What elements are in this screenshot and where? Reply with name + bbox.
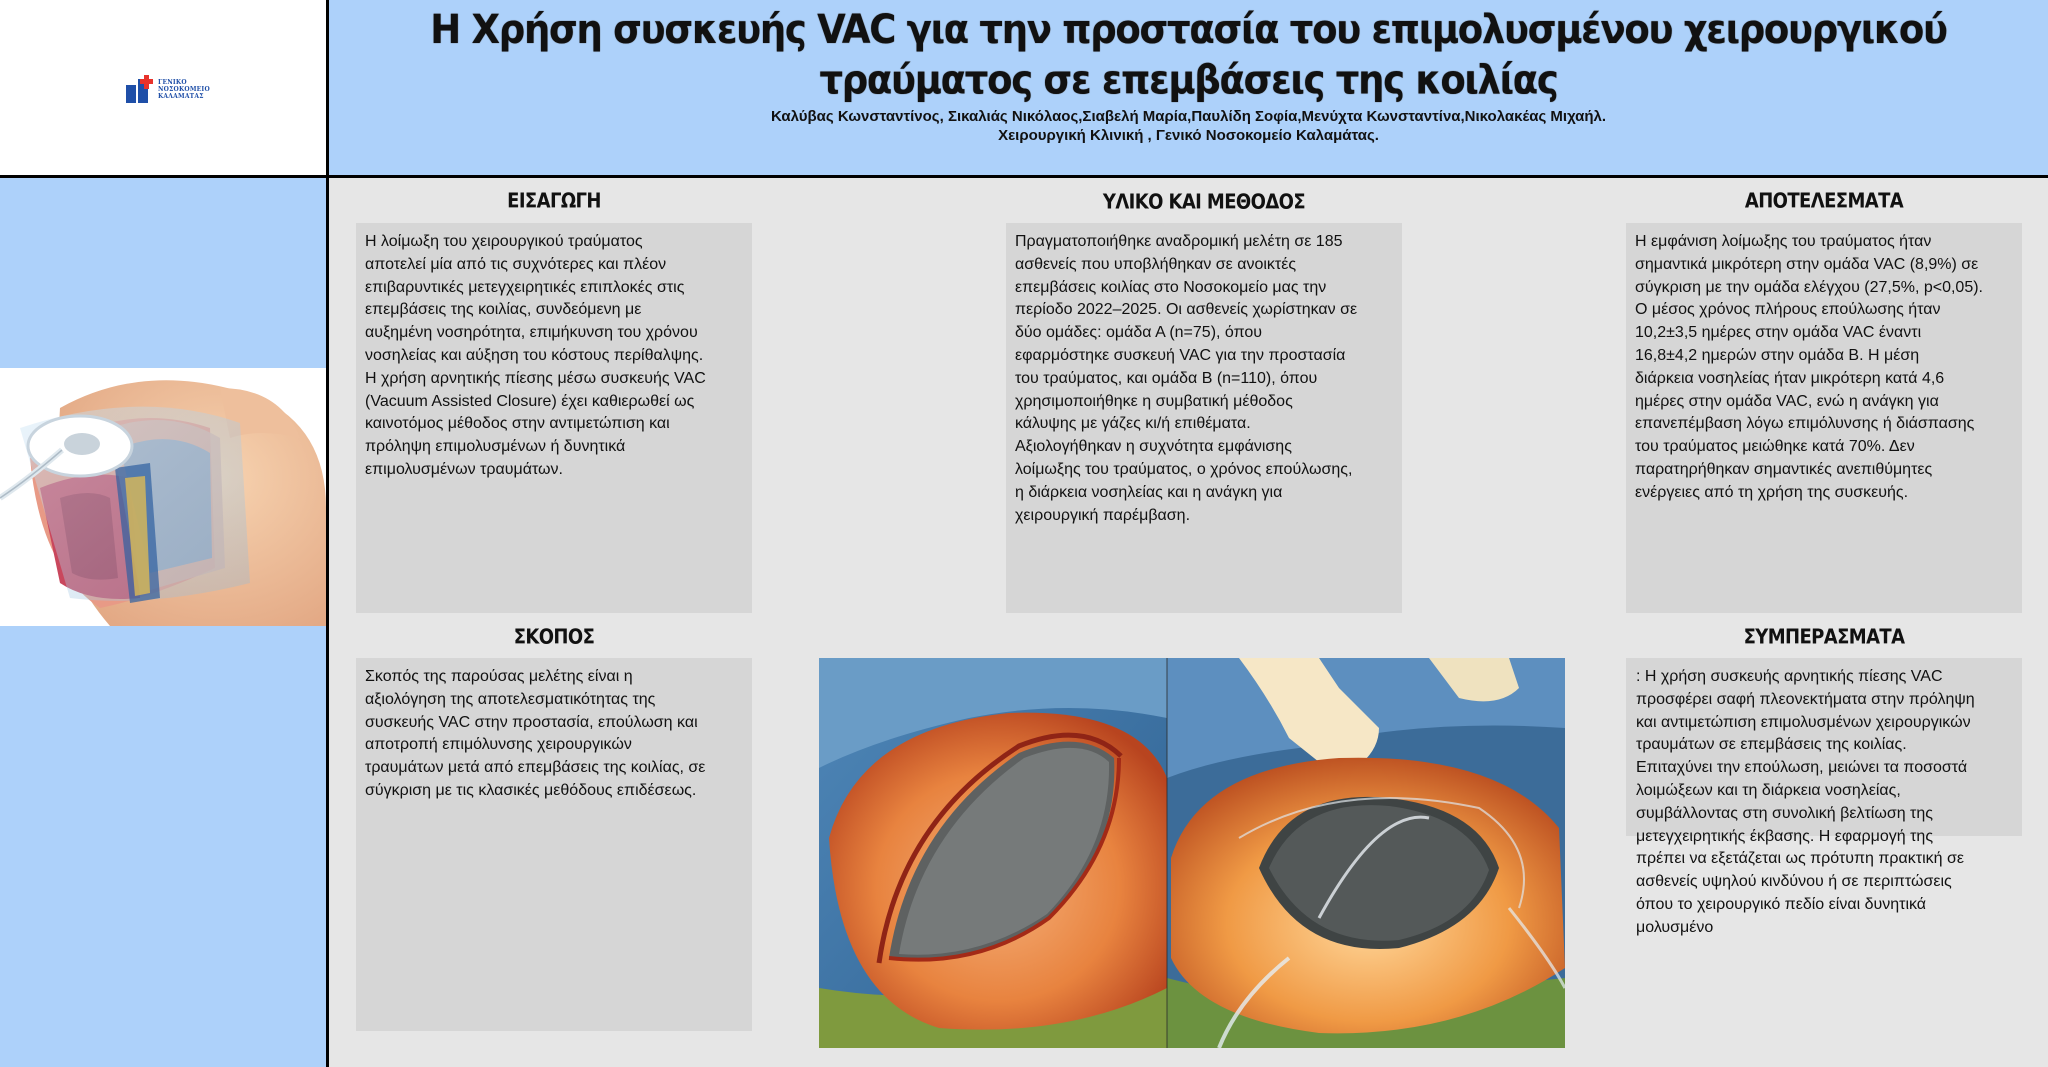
text-line: αυξημένη νοσηρότητα, επιμήκυνση του χρόνου xyxy=(365,324,698,342)
text-line: προσφέρει σαφή πλεονεκτήματα στην πρόληψη xyxy=(1636,690,1975,708)
aim-heading: ΣΚΟΠΟΣ xyxy=(513,625,595,650)
text-line: διάρκεια νοσηλείας ήταν μικρότερη κατά 4,6 xyxy=(1635,369,1945,387)
text-line: Επιταχύνει την επούλωση, μειώνει τα ποσοστά xyxy=(1636,759,1968,777)
text-line: επεμβάσεις της κοιλίας, συνδεόμενη με xyxy=(365,301,642,319)
horizontal-divider xyxy=(0,175,2048,178)
text-line: λοιμώξεων και τη διάρκεια νοσηλείας, xyxy=(1636,781,1901,799)
text-line: επιβαρυντικές μετεγχειρητικές επιπλοκές στις xyxy=(365,278,685,296)
text-line: μολυσμένο xyxy=(1636,918,1714,936)
text-line: Σκοπός της παρούσας μελέτης είναι η xyxy=(365,668,633,685)
text-line: παρατηρήθηκαν σημαντικές ανεπιθύμητες xyxy=(1635,460,1933,478)
text-line: : Η χρήση συσκευής αρνητικής πίεσης VAC xyxy=(1636,668,1943,685)
text-line: ασθενείς που υποβλήθηκαν σε ανοικτές xyxy=(1015,255,1297,273)
vac-device-illustration xyxy=(0,368,326,626)
conclusions-text xyxy=(1636,666,2026,940)
poster-affiliation: Χειρουργική Κλινική , Γενικό Νοσοκομείο Καλαμάτας. xyxy=(998,127,1379,144)
text-line: χρησιμοποιήθηκε η συμβατική μέθοδος xyxy=(1015,392,1293,410)
text-line: καινοτόμος μέθοδος στην αντιμετώπιση και xyxy=(365,415,670,433)
hospital-cross-icon xyxy=(126,75,154,103)
logo-box xyxy=(0,0,326,176)
text-line: αποτροπή επιμόλυνσης χειρουργικών xyxy=(365,736,632,754)
text-line: Η λοίμωξη του χειρουργικού τραύματος xyxy=(365,233,643,250)
text-line: σύγκριση με τις κλασικές μεθόδους επιδέσεως. xyxy=(365,781,697,799)
introduction-text xyxy=(365,231,750,482)
conclusions-heading: ΣΥΜΠΕΡΑΣΜΑΤΑ xyxy=(1743,625,1905,650)
text-line: ημέρες στην ομάδα VAC, ενώ η ανάγκη για xyxy=(1635,392,1939,410)
aim-panel xyxy=(356,658,752,1031)
hospital-logo xyxy=(126,74,216,104)
text-line: νοσηλείας και αύξηση του κόστους περίθαλψης. xyxy=(365,346,704,364)
text-line: όπου το χειρουργικό πεδίο είναι δυνητικά xyxy=(1636,895,1927,913)
results-panel xyxy=(1626,223,2022,613)
text-line: χειρουργική παρέμβαση. xyxy=(1015,506,1191,524)
text-line: Η χρήση αρνητικής πίεσης μέσω συσκευής VAC xyxy=(365,369,706,387)
poster-header xyxy=(329,0,2048,175)
text-line: αποτελεί μία από τις συχνότερες και πλέον xyxy=(365,255,667,273)
text-line: του τραύματος, και ομάδα Β (n=110), όπου xyxy=(1015,369,1318,387)
text-line: κάλυψης με γάζες κι/ή επιθέματα. xyxy=(1015,415,1251,433)
text-line: και αντιμετώπιση επιμολυσμένων χειρουργικών xyxy=(1636,713,1971,731)
text-line: (Vacuum Assisted Closure) έχει καθιερωθεί ως xyxy=(365,392,695,410)
text-line: σημαντικά μικρότερη στην ομάδα VAC (8,9%) σε xyxy=(1635,255,1979,273)
text-line: επεμβάσεις κοιλίας στο Νοσοκομείο μας την xyxy=(1015,278,1327,296)
text-line: τραυμάτων σε επεμβάσεις της κοιλίας. xyxy=(1636,736,1907,754)
text-line: Αξιολογήθηκαν η συχνότητα εμφάνισης xyxy=(1015,438,1292,456)
text-line: 10,2±3,5 ημέρες στην ομάδα VAC έναντι xyxy=(1635,324,1922,342)
text-line: η διάρκεια νοσηλείας και η ανάγκη για xyxy=(1015,483,1283,501)
text-line: μετεγχειρητικής έκβασης. Η εφαρμογή της xyxy=(1636,827,1934,845)
poster-title: Η Χρήση συσκευής VAC για την προστασία του επιμολυσμένου χειρουργικού τραύματος σε επεμβάσεις της κοιλίας xyxy=(430,6,1947,104)
text-line: πρέπει να εξετάζεται ως πρότυπη πρακτική σε xyxy=(1636,850,1964,868)
poster-authors: Καλύβας Κωνσταντίνος, Σικαλιάς Νικόλαος,Σιαβελή Μαρία,Παυλίδη Σοφία,Μενύχτα Κωνσταντίνα,Νικολακέας Μιχαήλ. xyxy=(770,108,1607,125)
introduction-panel xyxy=(356,223,752,613)
text-line: τραυμάτων μετά από επεμβάσεις της κοιλίας, σε xyxy=(365,759,706,777)
introduction-heading: ΕΙΣΑΓΩΓΗ xyxy=(507,189,601,214)
text-line: εφαρμόστηκε συσκευή VAC για την προστασία xyxy=(1015,346,1346,364)
text-line: σύγκριση με την ομάδα ελέγχου (27,5%, p<0,05). xyxy=(1635,278,1983,296)
vac-sponge-wound-photo xyxy=(819,658,1167,1048)
surgical-photos xyxy=(819,658,1565,1048)
text-line: επανεπέμβαση λόγω επιμόλυνσης ή διάσπασης xyxy=(1635,415,1975,433)
methods-panel xyxy=(1006,223,1402,613)
text-line: συμβάλλοντας στη συνολική βελτίωση της xyxy=(1636,804,1933,822)
text-line: 16,8±4,2 ημερών στην ομάδα Β. Η μέση xyxy=(1635,346,1920,364)
aim-text xyxy=(365,666,750,803)
text-line: περίοδο 2022–2025. Οι ασθενείς χωρίστηκαν σε xyxy=(1015,301,1358,319)
methods-text xyxy=(1015,231,1400,527)
text-line: Η εμφάνιση λοίμωξης του τραύματος ήταν xyxy=(1635,233,1932,250)
methods-heading: ΥΛΙΚΟ ΚΑΙ ΜΕΘΟΔΟΣ xyxy=(1102,190,1306,215)
text-line: Ο μέσος χρόνος πλήρους επούλωσης ήταν xyxy=(1635,301,1941,319)
vertical-divider xyxy=(326,0,329,1067)
text-line: πρόληψη επιμολυσμένων ή δυνητικά xyxy=(365,438,626,456)
text-line: λοίμωξης του τραύματος, ο χρόνος επούλωσης, xyxy=(1015,460,1353,478)
text-line: αξιολόγηση της αποτελεσματικότητας της xyxy=(365,690,656,708)
text-line: ενέργειες από τη χρήση της συσκευής. xyxy=(1635,483,1909,501)
logo-text: ΓΕΝΙΚΟ ΝΟΣΟΚΟΜΕΙΟ ΚΑΛΑΜΑΤΑΣ xyxy=(158,78,210,100)
text-line: ασθενείς υψηλού κινδύνου ή σε περιπτώσεις xyxy=(1636,873,1952,891)
results-heading: ΑΠΟΤΕΛΕΣΜΑΤΑ xyxy=(1744,189,1904,214)
text-line: Πραγματοποιήθηκε αναδρομική μελέτη σε 185 xyxy=(1015,233,1343,250)
results-text xyxy=(1635,231,2022,505)
text-line: επιμολυσμένων τραυμάτων. xyxy=(365,460,563,478)
text-line: συσκευής VAC στην προστασία, επούλωση και xyxy=(365,713,698,731)
text-line: του τραύματος μειώθηκε κατά 70%. Δεν xyxy=(1635,438,1915,456)
text-line: δύο ομάδες: ομάδα Α (n=75), όπου xyxy=(1015,324,1263,342)
vac-sealed-wound-photo xyxy=(1167,658,1565,1048)
